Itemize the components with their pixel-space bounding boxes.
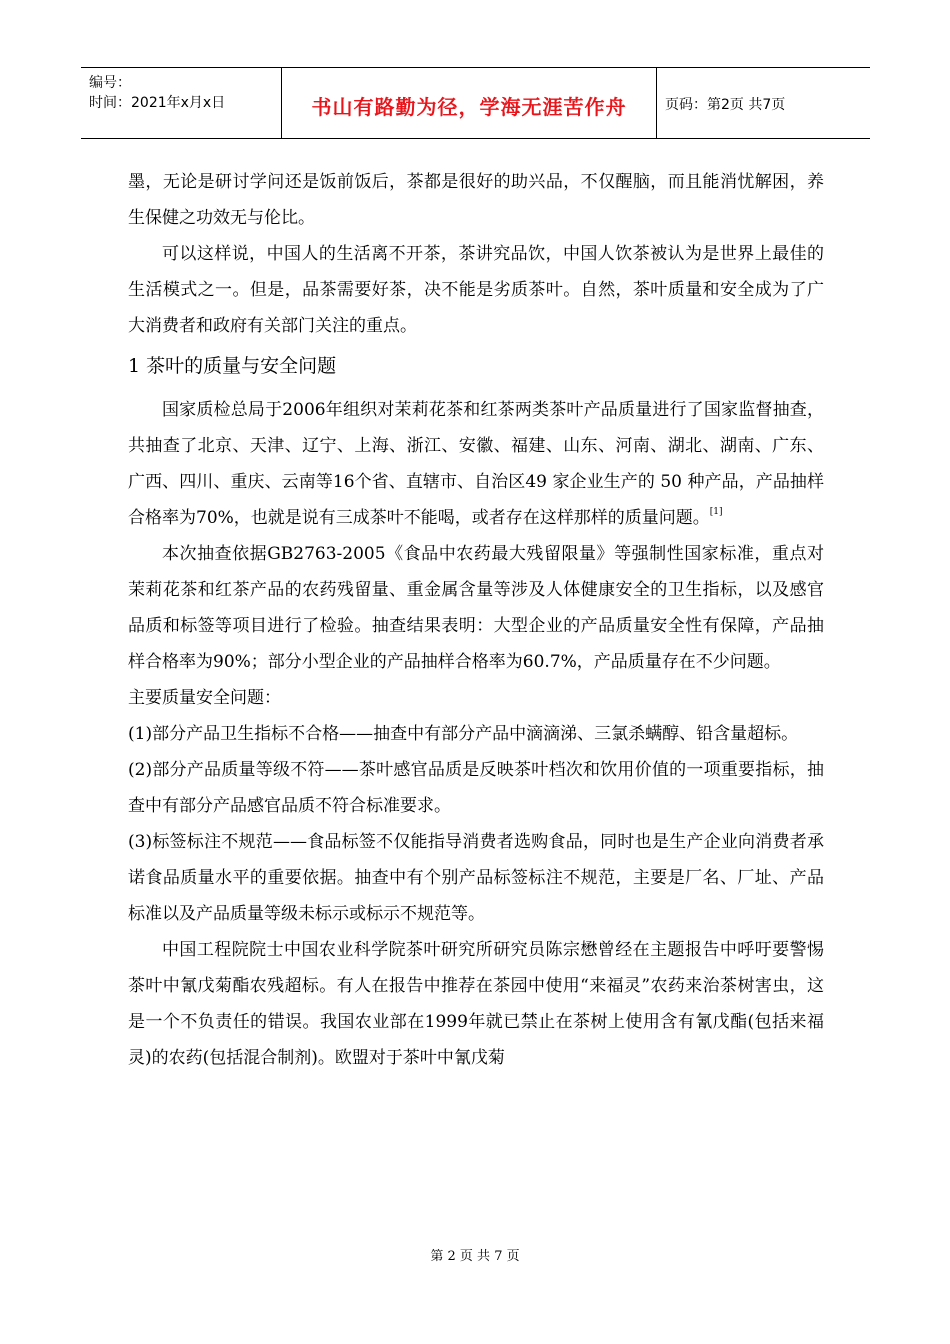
paragraph (128, 392, 824, 536)
page-header (81, 67, 870, 139)
page-footer: 第 2 页 共 7 页 (430, 1249, 520, 1264)
header-motto-cell (282, 68, 657, 138)
header-page-number: 页码：第2页 共7页 (665, 97, 786, 113)
paragraph: 中国工程院院士中国农业科学院茶叶研究所研究员陈宗懋曾经在主题报告中呼吁要警惕茶叶中氰戊菊酯农残超标。有人在报告中推荐在茶园中使用“来福灵”农药来治茶树害虫，这是一个不负责任的错误。我国农业部在1999年就已禁止在茶树上使用含有氰戊酯(包括来福灵)的农药(包括混合制剂)。欧盟对于茶叶中氰戊菊 (128, 940, 824, 1068)
section-heading: 1 茶叶的质量与安全问题 (128, 355, 337, 377)
header-motto: 书山有路勤为径，学海无涯苦作舟 (311, 95, 627, 119)
paragraph: 主要质量安全问题： (128, 688, 281, 708)
citation-reference: [1] (709, 507, 723, 517)
header-page-cell (657, 68, 870, 138)
list-item: (3)标签标注不规范——食品标签不仅能指导消费者选购食品，同时也是生产企业向消费者承诺食品质量水平的重要依据。抽查中有个别产品标签标注不规范，主要是厂名、厂址、产品标准以及产品质量等级未标示或标示不规范等。 (128, 832, 824, 924)
paragraph-text: 国家质检总局于2006年组织对茉莉花茶和红茶两类茶叶产品质量进行了国家监督抽查，共抽查了北京、天津、辽宁、上海、浙江、安徽、福建、山东、河南、湖北、湖南、广东、广西、四川、重庆、云南等16个省、直辖市、自治区49 家企业生产的 50 种产品，产品抽样合格率为70%，也就是说有三成茶叶不能喝，或者存在这样那样的质量问题。 (128, 400, 824, 528)
list-item: (1)部分产品卫生指标不合格——抽查中有部分产品中滴滴涕、三氯杀螨醇、铅含量超标。 (128, 724, 799, 744)
paragraph: 可以这样说，中国人的生活离不开茶，茶讲究品饮，中国人饮茶被认为是世界上最佳的生活模式之一。但是，品茶需要好茶，决不能是劣质茶叶。自然，茶叶质量和安全成为了广大消费者和政府有关部门关注的重点。 (128, 244, 824, 336)
header-info-cell (81, 68, 282, 138)
document-date-label: 时间：2021年x月x日 (89, 95, 226, 111)
document-number-label: 编号： (89, 75, 131, 91)
document-body (128, 164, 824, 1076)
list-item: (2)部分产品质量等级不符——茶叶感官品质是反映茶叶档次和饮用价值的一项重要指标，抽查中有部分产品感官品质不符合标准要求。 (128, 760, 824, 816)
paragraph: 本次抽查依据GB2763-2005《食品中农药最大残留限量》等强制性国家标准，重点对茉莉花茶和红茶产品的农药残留量、重金属含量等涉及人体健康安全的卫生指标，以及感官品质和标签等项目进行了检验。抽查结果表明：大型企业的产品质量安全性有保障，产品抽样合格率为90%；部分小型企业的产品抽样合格率为60.7%，产品质量存在不少问题。 (128, 544, 824, 672)
paragraph-continuation: 墨，无论是研讨学问还是饭前饭后，茶都是很好的助兴品，不仅醒脑，而且能消忧解困，养生保健之功效无与伦比。 (128, 172, 824, 228)
